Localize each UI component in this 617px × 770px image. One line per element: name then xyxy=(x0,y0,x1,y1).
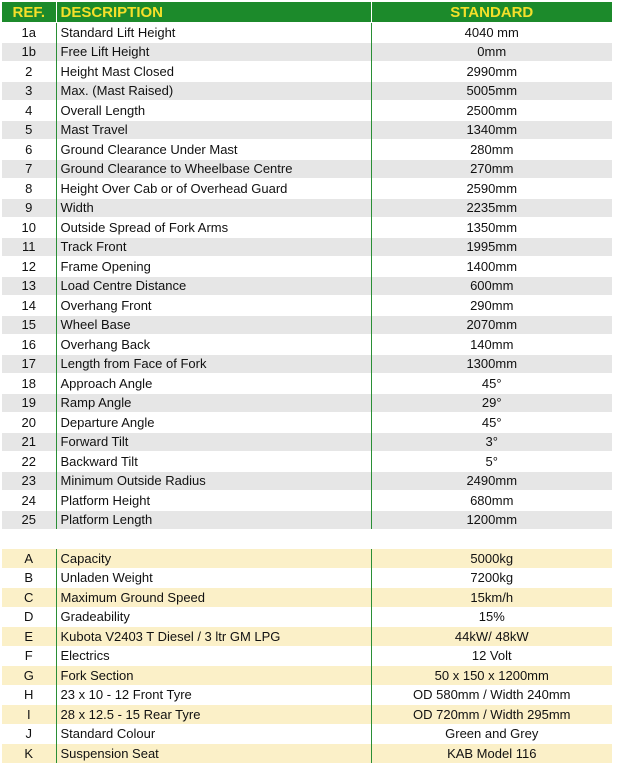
ref-cell: H xyxy=(2,685,56,705)
table-row xyxy=(2,276,612,296)
table-row xyxy=(2,549,612,569)
description-cell: Minimum Outside Radius xyxy=(56,471,371,491)
standard-cell: 5000kg xyxy=(371,549,612,569)
table-row xyxy=(2,257,612,277)
description-cell: Length from Face of Fork xyxy=(56,354,371,374)
table-row xyxy=(2,491,612,511)
table-row xyxy=(2,81,612,101)
standard-cell: 680mm xyxy=(371,491,612,511)
table-row xyxy=(2,296,612,316)
table-row xyxy=(2,627,612,647)
ref-cell: A xyxy=(2,549,56,569)
ref-cell: 14 xyxy=(2,296,56,316)
table-row xyxy=(2,159,612,179)
table-row xyxy=(2,315,612,335)
standard-cell: 5005mm xyxy=(371,81,612,101)
standard-cell: OD 720mm / Width 295mm xyxy=(371,705,612,725)
table-row xyxy=(2,62,612,82)
ref-cell: 5 xyxy=(2,120,56,140)
standard-cell: 1340mm xyxy=(371,120,612,140)
ref-cell: 8 xyxy=(2,179,56,199)
table-row xyxy=(2,218,612,238)
description-cell: Track Front xyxy=(56,237,371,257)
standard-cell: 15% xyxy=(371,607,612,627)
description-cell: Electrics xyxy=(56,646,371,666)
table-row xyxy=(2,23,612,43)
standard-cell: 600mm xyxy=(371,276,612,296)
ref-cell: 11 xyxy=(2,237,56,257)
description-cell: Overhang Back xyxy=(56,335,371,355)
standard-cell: 1200mm xyxy=(371,510,612,529)
standard-cell: 0mm xyxy=(371,42,612,62)
standard-cell: 2490mm xyxy=(371,471,612,491)
standard-cell: 44kW/ 48kW xyxy=(371,627,612,647)
table-row xyxy=(2,607,612,627)
description-cell: Departure Angle xyxy=(56,413,371,433)
table-row xyxy=(2,120,612,140)
description-cell: Backward Tilt xyxy=(56,452,371,472)
description-cell: Capacity xyxy=(56,549,371,569)
ref-cell: 19 xyxy=(2,393,56,413)
standard-column-header: STANDARD xyxy=(371,2,612,23)
ref-cell: 4 xyxy=(2,101,56,121)
standard-cell: 280mm xyxy=(371,140,612,160)
table-row xyxy=(2,374,612,394)
standard-cell: 2990mm xyxy=(371,62,612,82)
table-row xyxy=(2,140,612,160)
standard-cell: 270mm xyxy=(371,159,612,179)
standard-cell: 4040 mm xyxy=(371,23,612,43)
ref-cell: F xyxy=(2,646,56,666)
ref-cell: 3 xyxy=(2,81,56,101)
table-row xyxy=(2,471,612,491)
ref-cell: 21 xyxy=(2,432,56,452)
section-gap xyxy=(2,529,612,549)
description-cell: Height Over Cab or of Overhead Guard xyxy=(56,179,371,199)
description-cell: Overhang Front xyxy=(56,296,371,316)
description-cell: Overall Length xyxy=(56,101,371,121)
description-cell: 28 x 12.5 - 15 Rear Tyre xyxy=(56,705,371,725)
standard-cell: 45° xyxy=(371,374,612,394)
ref-cell: 15 xyxy=(2,315,56,335)
description-cell: Standard Lift Height xyxy=(56,23,371,43)
ref-column-header: REF. xyxy=(2,2,56,23)
table-row xyxy=(2,335,612,355)
description-cell: Platform Height xyxy=(56,491,371,511)
ref-cell: 7 xyxy=(2,159,56,179)
ref-cell: 9 xyxy=(2,198,56,218)
ref-cell: D xyxy=(2,607,56,627)
ref-cell: 12 xyxy=(2,257,56,277)
ref-cell: 10 xyxy=(2,218,56,238)
ref-cell: 22 xyxy=(2,452,56,472)
standard-cell: 1995mm xyxy=(371,237,612,257)
table-row xyxy=(2,42,612,62)
table-row xyxy=(2,413,612,433)
standard-cell: 2590mm xyxy=(371,179,612,199)
standard-cell: 1300mm xyxy=(371,354,612,374)
table-row xyxy=(2,685,612,705)
table-row xyxy=(2,666,612,686)
spec-sheet xyxy=(2,2,612,763)
description-cell: Width xyxy=(56,198,371,218)
standard-cell: 7200kg xyxy=(371,568,612,588)
description-cell: Ground Clearance Under Mast xyxy=(56,140,371,160)
standard-cell: 45° xyxy=(371,413,612,433)
ref-cell: 6 xyxy=(2,140,56,160)
standard-cell: 12 Volt xyxy=(371,646,612,666)
ref-cell: 18 xyxy=(2,374,56,394)
description-cell: 23 x 10 - 12 Front Tyre xyxy=(56,685,371,705)
description-cell: Platform Length xyxy=(56,510,371,529)
description-cell: Outside Spread of Fork Arms xyxy=(56,218,371,238)
standard-cell: 290mm xyxy=(371,296,612,316)
specifications-section xyxy=(2,549,612,763)
description-cell: Maximum Ground Speed xyxy=(56,588,371,608)
table-row xyxy=(2,588,612,608)
standard-cell: KAB Model 116 xyxy=(371,744,612,763)
standard-cell: 5° xyxy=(371,452,612,472)
description-cell: Ground Clearance to Wheelbase Centre xyxy=(56,159,371,179)
description-cell: Standard Colour xyxy=(56,724,371,744)
table-row xyxy=(2,354,612,374)
table-row xyxy=(2,744,612,763)
ref-cell: 23 xyxy=(2,471,56,491)
ref-cell: 2 xyxy=(2,62,56,82)
standard-cell: 1350mm xyxy=(371,218,612,238)
ref-cell: J xyxy=(2,724,56,744)
description-cell: Suspension Seat xyxy=(56,744,371,763)
standard-cell: 15km/h xyxy=(371,588,612,608)
table-header xyxy=(2,2,612,23)
description-cell: Approach Angle xyxy=(56,374,371,394)
table-row xyxy=(2,452,612,472)
table-row xyxy=(2,393,612,413)
standard-cell: 50 x 150 x 1200mm xyxy=(371,666,612,686)
ref-cell: 13 xyxy=(2,276,56,296)
standard-cell: 140mm xyxy=(371,335,612,355)
description-cell: Mast Travel xyxy=(56,120,371,140)
description-cell: Unladen Weight xyxy=(56,568,371,588)
ref-cell: 16 xyxy=(2,335,56,355)
description-cell: Fork Section xyxy=(56,666,371,686)
standard-cell: 29° xyxy=(371,393,612,413)
table-row xyxy=(2,198,612,218)
standard-cell: 2500mm xyxy=(371,101,612,121)
description-cell: Frame Opening xyxy=(56,257,371,277)
description-cell: Load Centre Distance xyxy=(56,276,371,296)
table-row xyxy=(2,237,612,257)
standard-cell: 1400mm xyxy=(371,257,612,277)
description-cell: Height Mast Closed xyxy=(56,62,371,82)
ref-cell: 20 xyxy=(2,413,56,433)
ref-cell: 25 xyxy=(2,510,56,529)
standard-cell: 2235mm xyxy=(371,198,612,218)
ref-cell: 24 xyxy=(2,491,56,511)
ref-cell: B xyxy=(2,568,56,588)
standard-cell: 3° xyxy=(371,432,612,452)
ref-cell: 17 xyxy=(2,354,56,374)
ref-cell: C xyxy=(2,588,56,608)
table-row xyxy=(2,510,612,529)
table-row xyxy=(2,646,612,666)
ref-cell: E xyxy=(2,627,56,647)
ref-cell: 1a xyxy=(2,23,56,43)
standard-cell: 2070mm xyxy=(371,315,612,335)
description-cell: Gradeability xyxy=(56,607,371,627)
table-row xyxy=(2,705,612,725)
table-row xyxy=(2,568,612,588)
description-cell: Kubota V2403 T Diesel / 3 ltr GM LPG xyxy=(56,627,371,647)
table-row xyxy=(2,432,612,452)
table-row xyxy=(2,179,612,199)
description-cell: Free Lift Height xyxy=(56,42,371,62)
standard-cell: OD 580mm / Width 240mm xyxy=(371,685,612,705)
table-row xyxy=(2,101,612,121)
description-cell: Ramp Angle xyxy=(56,393,371,413)
description-column-header: DESCRIPTION xyxy=(56,2,371,23)
description-cell: Wheel Base xyxy=(56,315,371,335)
ref-cell: G xyxy=(2,666,56,686)
table-row xyxy=(2,724,612,744)
standard-cell: Green and Grey xyxy=(371,724,612,744)
ref-cell: K xyxy=(2,744,56,763)
ref-cell: 1b xyxy=(2,42,56,62)
ref-cell: I xyxy=(2,705,56,725)
dimensions-section xyxy=(2,23,612,530)
description-cell: Max. (Mast Raised) xyxy=(56,81,371,101)
spec-table xyxy=(2,2,612,763)
description-cell: Forward Tilt xyxy=(56,432,371,452)
